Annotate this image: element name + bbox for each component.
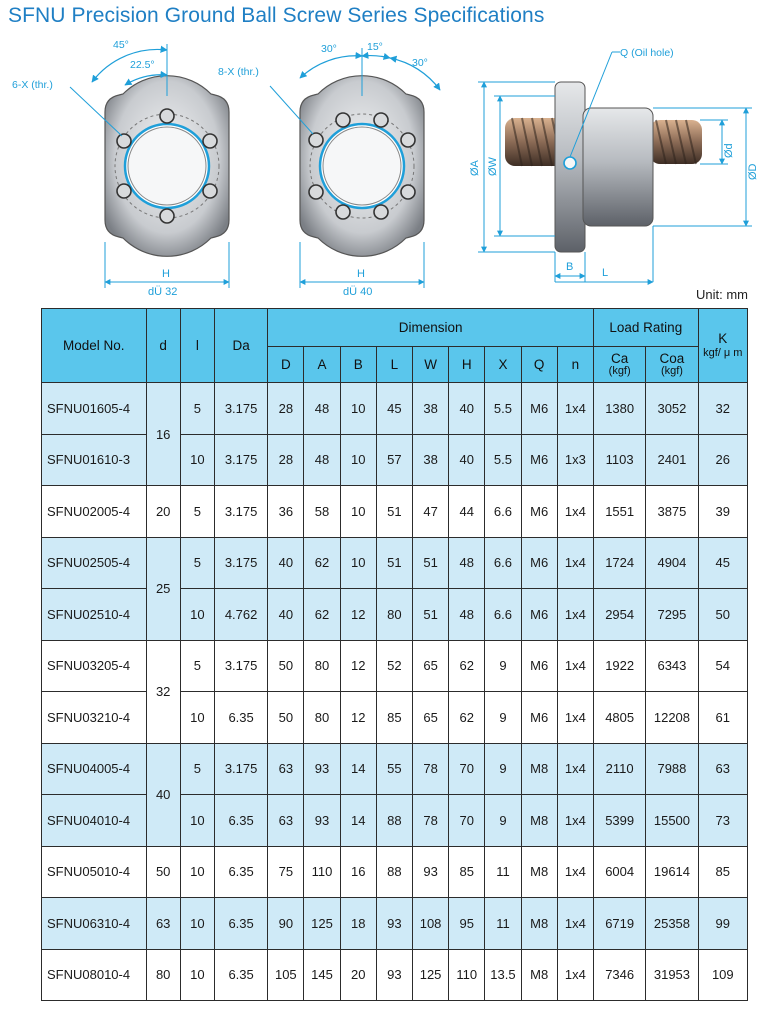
cell-x: 5.5 — [485, 434, 521, 486]
cell-w: 51 — [412, 537, 448, 589]
cell-coa: 15500 — [646, 795, 698, 847]
cell-model: SFNU03205-4 — [42, 640, 147, 692]
header-k-label: K — [718, 331, 728, 347]
page-title: SFNU Precision Ground Ball Screw Series Specifications — [8, 4, 545, 27]
cell-da: 3.175 — [214, 486, 267, 538]
header-coa — [646, 347, 698, 383]
header-dim-n: n — [557, 347, 593, 383]
cell-x: 9 — [485, 692, 521, 744]
cell-q: M8 — [521, 743, 557, 795]
cell-a: 62 — [304, 537, 340, 589]
table-row — [42, 486, 748, 538]
cell-da: 3.175 — [214, 383, 267, 435]
cell-n: 1x3 — [557, 434, 593, 486]
cell-a: 125 — [304, 898, 340, 950]
cell-x: 13.5 — [485, 949, 521, 1001]
cell-q: M6 — [521, 640, 557, 692]
cell-h: 48 — [449, 589, 485, 641]
header-dim-d: D — [268, 347, 304, 383]
cell-x: 6.6 — [485, 589, 521, 641]
cell-w: 93 — [412, 846, 448, 898]
cell-n: 1x4 — [557, 949, 593, 1001]
cell-n: 1x4 — [557, 795, 593, 847]
cell-l: 51 — [376, 486, 412, 538]
cell-ca: 1380 — [594, 383, 646, 435]
cell-model: SFNU02505-4 — [42, 537, 147, 589]
cell-ca: 1724 — [594, 537, 646, 589]
cell-da: 6.35 — [214, 846, 267, 898]
cell-q: M6 — [521, 486, 557, 538]
cell-coa: 7988 — [646, 743, 698, 795]
cell-q: M6 — [521, 692, 557, 744]
cell-a: 93 — [304, 795, 340, 847]
cell-k: 63 — [698, 743, 747, 795]
cell-k: 109 — [698, 949, 747, 1001]
dim-a-label: ØA — [469, 160, 481, 176]
cell-k: 85 — [698, 846, 747, 898]
table-row — [42, 640, 748, 692]
cell-d: 20 — [146, 486, 180, 538]
cell-k: 73 — [698, 795, 747, 847]
cell-k: 45 — [698, 537, 747, 589]
cell-b: 10 — [340, 537, 376, 589]
cell-a: 62 — [304, 589, 340, 641]
cell-q: M6 — [521, 589, 557, 641]
cell-l: 93 — [376, 898, 412, 950]
flange-front-view-6-hole — [12, 39, 229, 298]
cell-b: 18 — [340, 898, 376, 950]
cell-k: 39 — [698, 486, 747, 538]
cell-da: 6.35 — [214, 692, 267, 744]
cell-ca: 5399 — [594, 795, 646, 847]
table-row — [42, 949, 748, 1001]
cell-ca: 4805 — [594, 692, 646, 744]
cell-l: 85 — [376, 692, 412, 744]
angle-45-label: 45° — [113, 39, 129, 51]
dim-b-label: B — [566, 261, 574, 273]
cell-q: M6 — [521, 383, 557, 435]
cell-model: SFNU05010-4 — [42, 846, 147, 898]
cell-k: 50 — [698, 589, 747, 641]
cell-n: 1x4 — [557, 743, 593, 795]
cell-b: 20 — [340, 949, 376, 1001]
cell-l: 10 — [180, 949, 214, 1001]
header-row-top — [42, 309, 748, 347]
ball-screw-drawing — [0, 30, 770, 300]
cell-x: 9 — [485, 743, 521, 795]
cell-l: 57 — [376, 434, 412, 486]
unit-label: Unit: mm — [696, 287, 748, 302]
cell-d: 40 — [268, 537, 304, 589]
cell-x: 9 — [485, 795, 521, 847]
header-dim-w: W — [412, 347, 448, 383]
cell-ca: 6719 — [594, 898, 646, 950]
cell-n: 1x4 — [557, 846, 593, 898]
nut-side-view — [469, 47, 759, 282]
header-l: l — [180, 309, 214, 383]
dim-l-label: L — [602, 267, 609, 279]
cell-b: 12 — [340, 640, 376, 692]
cell-da: 3.175 — [214, 743, 267, 795]
header-coa-unit: (kgf) — [660, 364, 683, 377]
angle-15-label: 15° — [367, 41, 383, 53]
cell-a: 48 — [304, 383, 340, 435]
cell-l: 51 — [376, 537, 412, 589]
cell-l: 10 — [180, 692, 214, 744]
cell-d: 50 — [268, 692, 304, 744]
cell-l: 88 — [376, 795, 412, 847]
cell-ca: 1103 — [594, 434, 646, 486]
cell-x: 9 — [485, 640, 521, 692]
cell-ca: 6004 — [594, 846, 646, 898]
cell-coa: 31953 — [646, 949, 698, 1001]
cell-n: 1x4 — [557, 640, 593, 692]
header-dim-q: Q — [521, 347, 557, 383]
table-row — [42, 537, 748, 589]
cell-coa: 2401 — [646, 434, 698, 486]
cell-b: 12 — [340, 589, 376, 641]
cell-w: 108 — [412, 898, 448, 950]
cell-d: 16 — [146, 383, 180, 486]
cell-ca: 1922 — [594, 640, 646, 692]
cell-h: 85 — [449, 846, 485, 898]
cell-k: 61 — [698, 692, 747, 744]
cell-model: SFNU03210-4 — [42, 692, 147, 744]
cell-n: 1x4 — [557, 692, 593, 744]
thread-8x-label: 8-X (thr.) — [218, 66, 259, 78]
cell-ca: 2110 — [594, 743, 646, 795]
cell-coa: 25358 — [646, 898, 698, 950]
cell-w: 125 — [412, 949, 448, 1001]
cell-model: SFNU01610-3 — [42, 434, 147, 486]
cell-h: 48 — [449, 537, 485, 589]
cell-coa: 19614 — [646, 846, 698, 898]
cell-d: 80 — [146, 949, 180, 1001]
table-row — [42, 383, 748, 435]
cell-d: 90 — [268, 898, 304, 950]
header-dim-h: H — [449, 347, 485, 383]
cell-q: M6 — [521, 434, 557, 486]
cell-n: 1x4 — [557, 898, 593, 950]
spec-table-body — [42, 383, 748, 1001]
cell-h: 70 — [449, 743, 485, 795]
thread-6x-label: 6-X (thr.) — [12, 79, 53, 91]
cell-d: 28 — [268, 434, 304, 486]
cell-k: 32 — [698, 383, 747, 435]
cell-n: 1x4 — [557, 486, 593, 538]
cell-x: 5.5 — [485, 383, 521, 435]
cell-model: SFNU02510-4 — [42, 589, 147, 641]
cell-b: 14 — [340, 795, 376, 847]
cell-ca: 1551 — [594, 486, 646, 538]
cell-w: 65 — [412, 692, 448, 744]
cell-q: M8 — [521, 898, 557, 950]
cell-model: SFNU06310-4 — [42, 898, 147, 950]
cell-w: 38 — [412, 434, 448, 486]
header-ca — [594, 347, 646, 383]
cell-q: M8 — [521, 846, 557, 898]
cell-h: 110 — [449, 949, 485, 1001]
cell-l: 80 — [376, 589, 412, 641]
cell-q: M8 — [521, 949, 557, 1001]
cell-w: 78 — [412, 743, 448, 795]
cell-model: SFNU04005-4 — [42, 743, 147, 795]
flange2-dia-label: dÜ 40 — [343, 286, 373, 298]
cell-b: 10 — [340, 383, 376, 435]
cell-h: 40 — [449, 434, 485, 486]
cell-x: 11 — [485, 898, 521, 950]
dim-d-large-label: ØD — [747, 163, 759, 180]
header-da: Da — [214, 309, 267, 383]
cell-n: 1x4 — [557, 537, 593, 589]
cell-d: 32 — [146, 640, 180, 743]
cell-h: 70 — [449, 795, 485, 847]
cell-da: 3.175 — [214, 537, 267, 589]
cell-w: 47 — [412, 486, 448, 538]
cell-b: 12 — [340, 692, 376, 744]
cell-d: 63 — [146, 898, 180, 950]
table-row — [42, 846, 748, 898]
cell-k: 99 — [698, 898, 747, 950]
spec-table — [41, 308, 748, 1001]
cell-coa: 3052 — [646, 383, 698, 435]
cell-da: 6.35 — [214, 949, 267, 1001]
cell-d: 63 — [268, 743, 304, 795]
cell-model: SFNU04010-4 — [42, 795, 147, 847]
cell-l: 5 — [180, 743, 214, 795]
cell-a: 145 — [304, 949, 340, 1001]
cell-x: 6.6 — [485, 486, 521, 538]
header-dim-a: A — [304, 347, 340, 383]
flange1-h-label: H — [162, 268, 170, 280]
cell-l: 10 — [180, 795, 214, 847]
cell-b: 10 — [340, 486, 376, 538]
table-row — [42, 743, 748, 795]
cell-d: 28 — [268, 383, 304, 435]
cell-coa: 4904 — [646, 537, 698, 589]
cell-k: 26 — [698, 434, 747, 486]
cell-l: 10 — [180, 589, 214, 641]
table-row — [42, 898, 748, 950]
oil-hole-label: Q (Oil hole) — [620, 47, 674, 59]
cell-x: 11 — [485, 846, 521, 898]
cell-h: 62 — [449, 640, 485, 692]
cell-l: 5 — [180, 486, 214, 538]
cell-l: 93 — [376, 949, 412, 1001]
cell-da: 3.175 — [214, 640, 267, 692]
cell-l: 5 — [180, 383, 214, 435]
cell-model: SFNU02005-4 — [42, 486, 147, 538]
cell-h: 95 — [449, 898, 485, 950]
cell-n: 1x4 — [557, 383, 593, 435]
angle-22-5-label: 22.5° — [130, 59, 155, 71]
cell-q: M8 — [521, 795, 557, 847]
cell-q: M6 — [521, 537, 557, 589]
cell-a: 93 — [304, 743, 340, 795]
cell-b: 10 — [340, 434, 376, 486]
cell-h: 44 — [449, 486, 485, 538]
cell-l: 45 — [376, 383, 412, 435]
cell-k: 54 — [698, 640, 747, 692]
header-dim-b: B — [340, 347, 376, 383]
cell-a: 110 — [304, 846, 340, 898]
cell-l: 55 — [376, 743, 412, 795]
header-k-unit: kgf/ μ m — [703, 346, 743, 359]
header-load-rating: Load Rating — [594, 309, 699, 347]
header-ca-label: Ca — [611, 350, 629, 366]
cell-w: 65 — [412, 640, 448, 692]
cell-d: 63 — [268, 795, 304, 847]
angle-30-right-label: 30° — [412, 57, 428, 69]
cell-l: 88 — [376, 846, 412, 898]
cell-ca: 2954 — [594, 589, 646, 641]
header-ca-unit: (kgf) — [608, 364, 631, 377]
cell-d: 40 — [268, 589, 304, 641]
cell-ca: 7346 — [594, 949, 646, 1001]
flange2-h-label: H — [357, 268, 365, 280]
cell-h: 62 — [449, 692, 485, 744]
cell-da: 3.175 — [214, 434, 267, 486]
header-dim-l: L — [376, 347, 412, 383]
cell-da: 6.35 — [214, 898, 267, 950]
cell-coa: 12208 — [646, 692, 698, 744]
cell-d: 50 — [268, 640, 304, 692]
cell-coa: 3875 — [646, 486, 698, 538]
flange1-dia-label: dÜ 32 — [148, 286, 178, 298]
header-k — [698, 309, 747, 383]
cell-a: 48 — [304, 434, 340, 486]
cell-da: 4.762 — [214, 589, 267, 641]
cell-l: 10 — [180, 898, 214, 950]
cell-l: 5 — [180, 640, 214, 692]
dim-w-label: ØW — [487, 157, 499, 176]
cell-d: 36 — [268, 486, 304, 538]
cell-l: 52 — [376, 640, 412, 692]
flange-front-view-8-hole — [218, 41, 440, 298]
cell-d: 25 — [146, 537, 180, 640]
header-d: d — [146, 309, 180, 383]
cell-da: 6.35 — [214, 795, 267, 847]
cell-d: 50 — [146, 846, 180, 898]
cell-model: SFNU01605-4 — [42, 383, 147, 435]
cell-w: 78 — [412, 795, 448, 847]
cell-coa: 6343 — [646, 640, 698, 692]
header-model: Model No. — [42, 309, 147, 383]
cell-l: 10 — [180, 434, 214, 486]
cell-w: 38 — [412, 383, 448, 435]
cell-coa: 7295 — [646, 589, 698, 641]
cell-b: 16 — [340, 846, 376, 898]
cell-h: 40 — [449, 383, 485, 435]
cell-model: SFNU08010-4 — [42, 949, 147, 1001]
cell-a: 80 — [304, 640, 340, 692]
cell-a: 80 — [304, 692, 340, 744]
angle-30-left-label: 30° — [321, 43, 337, 55]
cell-d: 105 — [268, 949, 304, 1001]
header-dimension: Dimension — [268, 309, 594, 347]
cell-b: 14 — [340, 743, 376, 795]
cell-d: 40 — [146, 743, 180, 846]
cell-l: 5 — [180, 537, 214, 589]
cell-a: 58 — [304, 486, 340, 538]
header-coa-label: Coa — [659, 350, 685, 366]
cell-x: 6.6 — [485, 537, 521, 589]
cell-d: 75 — [268, 846, 304, 898]
cell-n: 1x4 — [557, 589, 593, 641]
header-dim-x: X — [485, 347, 521, 383]
cell-l: 10 — [180, 846, 214, 898]
cell-w: 51 — [412, 589, 448, 641]
dim-d-small-label: Ød — [723, 143, 735, 158]
